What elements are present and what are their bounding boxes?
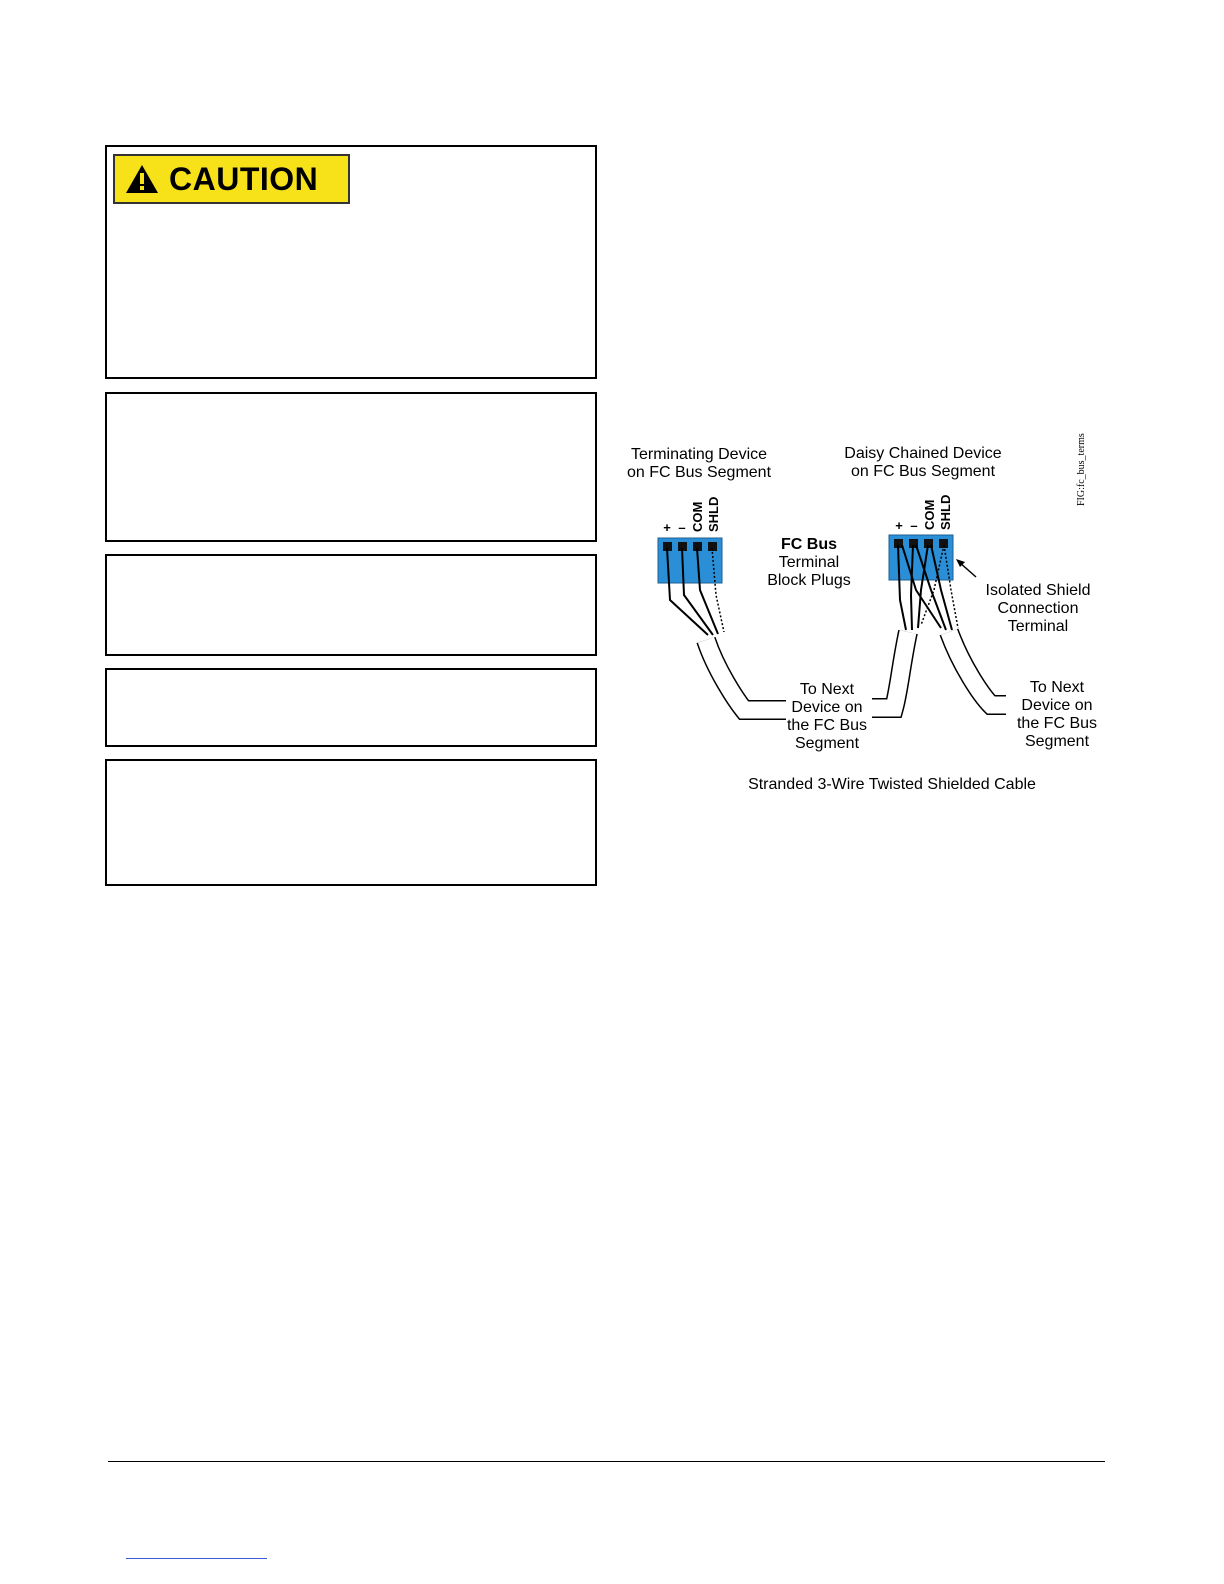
terminating-device-line1: Terminating Device (630, 446, 768, 463)
next-device-left-line3: the FC Bus (786, 717, 868, 734)
footer-rule (108, 1461, 1105, 1462)
note-box-3 (105, 668, 597, 747)
fc-bus-wiring-figure (616, 420, 1116, 805)
left-terminal-plus: + (663, 520, 671, 535)
left-terminal-minus: – (678, 520, 686, 535)
next-device-left-line1: To Next (799, 681, 855, 698)
note-box-2 (105, 554, 597, 656)
caution-label (113, 154, 350, 204)
daisy-chained-line1: Daisy Chained Device (844, 445, 1002, 462)
warning-triangle-icon (125, 164, 159, 194)
left-terminal-shld: SHLD (706, 496, 721, 532)
left-terminal-com: COM (690, 501, 705, 532)
note-box-1 (105, 392, 597, 542)
center-label-line2: Terminal (778, 554, 840, 571)
caution-word: CAUTION (169, 160, 319, 197)
right-terminal-minus: – (910, 518, 918, 533)
next-device-right-line4: Segment (1024, 733, 1090, 750)
figure-caption: Stranded 3-Wire Twisted Shielded Cable (748, 776, 1036, 793)
caution-box (105, 145, 597, 379)
next-device-right-line3: the FC Bus (1016, 715, 1098, 732)
next-device-right-line1: To Next (1029, 679, 1085, 696)
shield-label-line2: Connection (997, 600, 1079, 617)
right-terminal-plus: + (895, 518, 903, 533)
daisy-chained-line2: on FC Bus Segment (850, 463, 996, 480)
footer-link-underline[interactable] (126, 1558, 267, 1559)
next-device-right-line2: Device on (1021, 697, 1093, 714)
note-box-4 (105, 759, 597, 886)
terminating-device-line2: on FC Bus Segment (626, 464, 772, 481)
next-device-left-line2: Device on (791, 699, 863, 716)
next-device-left-line4: Segment (794, 735, 860, 752)
shield-label-line3: Terminal (1007, 618, 1069, 635)
shield-pointer-arrow (956, 559, 976, 577)
center-label-line3: Block Plugs (767, 572, 851, 589)
right-terminal-shld: SHLD (938, 494, 953, 530)
figure-id: FIG:fc_bus_terms (1076, 433, 1087, 506)
shield-label-line1: Isolated Shield (985, 582, 1091, 599)
center-label-line1: FC Bus (781, 536, 837, 553)
right-terminal-com: COM (922, 499, 937, 530)
